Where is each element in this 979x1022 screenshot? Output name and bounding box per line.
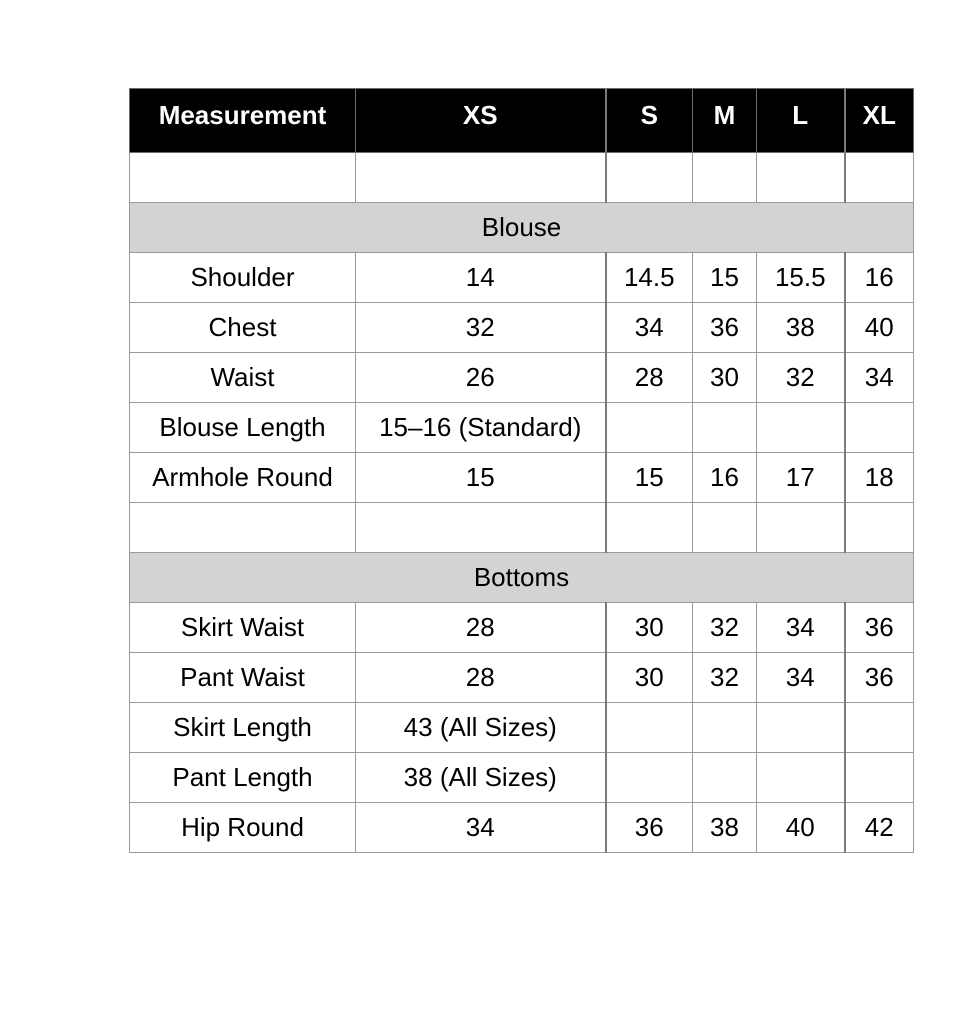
section-header-bottoms	[130, 553, 914, 603]
cell-m: 30	[693, 353, 757, 403]
cell-xs: 32	[356, 303, 606, 353]
table-row	[130, 803, 914, 853]
cell-measurement: Chest	[130, 303, 356, 353]
table-row	[130, 653, 914, 703]
section-title: Blouse	[130, 203, 914, 253]
cell-s: 30	[606, 603, 693, 653]
cell-s: 30	[606, 653, 693, 703]
cell-xs: 34	[356, 803, 606, 853]
empty-cell	[757, 153, 845, 203]
empty-cell	[356, 503, 606, 553]
empty-cell	[606, 153, 693, 203]
cell-m: 32	[693, 603, 757, 653]
cell-xl	[845, 753, 914, 803]
cell-s: 14.5	[606, 253, 693, 303]
cell-m: 15	[693, 253, 757, 303]
cell-l: 15.5	[757, 253, 845, 303]
cell-s: 36	[606, 803, 693, 853]
table-row	[130, 303, 914, 353]
cell-measurement: Shoulder	[130, 253, 356, 303]
cell-m: 32	[693, 653, 757, 703]
header-row	[130, 89, 914, 153]
cell-xl	[845, 403, 914, 453]
cell-m	[693, 703, 757, 753]
cell-xl	[845, 703, 914, 753]
cell-xl: 16	[845, 253, 914, 303]
cell-xs: 38 (All Sizes)	[356, 753, 606, 803]
cell-xl: 36	[845, 603, 914, 653]
cell-xs: 28	[356, 603, 606, 653]
header-xl: XL	[845, 89, 914, 153]
table-row	[130, 353, 914, 403]
cell-xs: 14	[356, 253, 606, 303]
header-xs: XS	[356, 89, 606, 153]
cell-l: 32	[757, 353, 845, 403]
cell-xs: 28	[356, 653, 606, 703]
header-measurement: Measurement	[130, 89, 356, 153]
empty-row	[130, 503, 914, 553]
cell-s	[606, 703, 693, 753]
cell-xl: 34	[845, 353, 914, 403]
header-l: L	[757, 89, 845, 153]
cell-m	[693, 403, 757, 453]
cell-l	[757, 753, 845, 803]
cell-xs: 43 (All Sizes)	[356, 703, 606, 753]
cell-xl: 36	[845, 653, 914, 703]
table-row	[130, 603, 914, 653]
table-row	[130, 403, 914, 453]
empty-cell	[757, 503, 845, 553]
empty-cell	[845, 153, 914, 203]
cell-s: 15	[606, 453, 693, 503]
cell-l	[757, 403, 845, 453]
cell-l: 38	[757, 303, 845, 353]
empty-cell	[693, 153, 757, 203]
empty-cell	[130, 153, 356, 203]
header-s: S	[606, 89, 693, 153]
cell-xl: 18	[845, 453, 914, 503]
header-m: M	[693, 89, 757, 153]
empty-cell	[356, 153, 606, 203]
empty-cell	[606, 503, 693, 553]
cell-s	[606, 403, 693, 453]
cell-measurement: Skirt Waist	[130, 603, 356, 653]
cell-measurement: Waist	[130, 353, 356, 403]
cell-m: 16	[693, 453, 757, 503]
section-header-blouse	[130, 203, 914, 253]
table-row	[130, 753, 914, 803]
table-row	[130, 253, 914, 303]
section-title: Bottoms	[130, 553, 914, 603]
cell-measurement: Armhole Round	[130, 453, 356, 503]
empty-cell	[130, 503, 356, 553]
empty-cell	[693, 503, 757, 553]
cell-xs: 15	[356, 453, 606, 503]
cell-measurement: Skirt Length	[130, 703, 356, 753]
cell-m: 38	[693, 803, 757, 853]
empty-row	[130, 153, 914, 203]
cell-l: 34	[757, 653, 845, 703]
size-chart-table	[129, 88, 914, 853]
cell-l	[757, 703, 845, 753]
cell-xs: 26	[356, 353, 606, 403]
cell-s	[606, 753, 693, 803]
cell-xl: 42	[845, 803, 914, 853]
cell-m: 36	[693, 303, 757, 353]
cell-xs: 15–16 (Standard)	[356, 403, 606, 453]
cell-measurement: Blouse Length	[130, 403, 356, 453]
cell-measurement: Pant Waist	[130, 653, 356, 703]
cell-l: 17	[757, 453, 845, 503]
table-row	[130, 453, 914, 503]
cell-l: 34	[757, 603, 845, 653]
cell-s: 28	[606, 353, 693, 403]
cell-measurement: Pant Length	[130, 753, 356, 803]
cell-xl: 40	[845, 303, 914, 353]
cell-measurement: Hip Round	[130, 803, 356, 853]
cell-l: 40	[757, 803, 845, 853]
empty-cell	[845, 503, 914, 553]
cell-s: 34	[606, 303, 693, 353]
cell-m	[693, 753, 757, 803]
table-row	[130, 703, 914, 753]
